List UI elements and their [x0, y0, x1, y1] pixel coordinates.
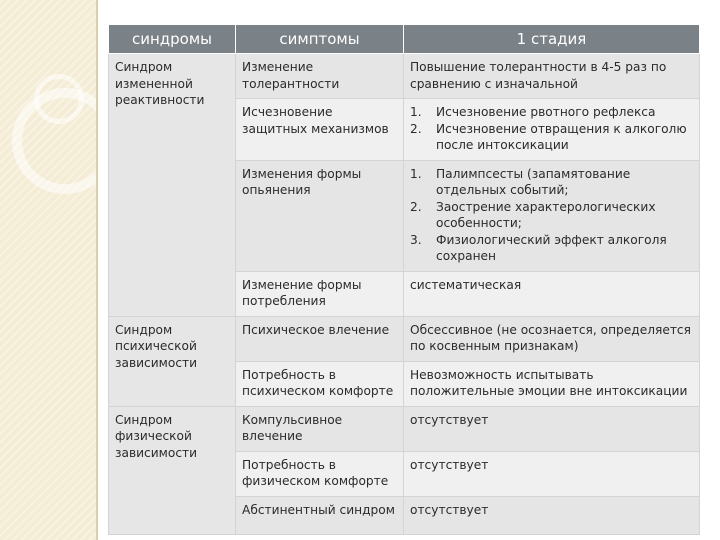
symptom-cell: Компульсивное влечение — [236, 406, 404, 451]
header-syndromes: синдромы — [109, 25, 236, 54]
decorative-side-band — [0, 0, 96, 540]
table-header-row — [109, 25, 700, 54]
stage-cell: Повышение толерантности в 4-5 раз по сравнению с изначальной — [404, 54, 700, 99]
list-item — [410, 232, 693, 265]
header-symptoms: симптомы — [236, 25, 404, 54]
stage-cell: отсутствует — [404, 496, 700, 534]
symptom-cell: Изменение формы потребления — [236, 271, 404, 316]
symptom-cell: Потребность в физическом комфорте — [236, 451, 404, 496]
list-text: Заострение характерологических особенности; — [436, 199, 656, 230]
stage-list — [410, 104, 693, 154]
stage-cell: Невозможность испытывать положительные эмоции вне интоксикации — [404, 361, 700, 406]
list-item — [410, 166, 693, 199]
list-item — [410, 104, 693, 121]
stage-cell — [404, 160, 700, 271]
stage-cell: отсутствует — [404, 451, 700, 496]
stage-cell: Обсессивное (не осознается, определяется по косвенным признакам) — [404, 316, 700, 361]
syndrome-altered-reactivity: Синдром измененной реактивности — [109, 54, 236, 317]
table-row — [109, 406, 700, 451]
list-item — [410, 199, 693, 232]
list-number: 2. — [410, 121, 422, 136]
symptom-cell: Изменения формы опьянения — [236, 160, 404, 271]
decorative-ring-small — [34, 74, 84, 124]
list-text: Палимпсесты (запамятование отдельных событий; — [436, 166, 631, 197]
list-item — [410, 121, 693, 154]
symptom-cell: Психическое влечение — [236, 316, 404, 361]
syndrome-psychic-dependence: Синдром психической зависимости — [109, 316, 236, 406]
side-band-edge — [96, 0, 98, 540]
symptom-cell: Потребность в психическом комфорте — [236, 361, 404, 406]
symptoms-table — [108, 24, 700, 535]
symptom-cell: Исчезновение защитных механизмов — [236, 99, 404, 161]
list-number: 1. — [410, 105, 422, 119]
stage-cell — [404, 99, 700, 161]
list-number: 3. — [410, 232, 422, 247]
list-text: Исчезновение отвращения к алкоголю после интоксикации — [436, 121, 687, 152]
symptom-cell: Абстинентный синдром — [236, 496, 404, 534]
stage-list — [410, 166, 693, 265]
list-number: 2. — [410, 199, 422, 214]
list-number: 1. — [410, 166, 422, 181]
header-stage-1: 1 стадия — [404, 25, 700, 54]
symptom-cell: Изменение толерантности — [236, 54, 404, 99]
syndrome-physical-dependence: Синдром физической зависимости — [109, 406, 236, 534]
list-text: Исчезновение рвотного рефлекса — [436, 105, 656, 119]
table-row — [109, 54, 700, 99]
list-text: Физиологический эффект алкоголя сохранен — [436, 232, 667, 263]
stage-cell: отсутствует — [404, 406, 700, 451]
table-row — [109, 316, 700, 361]
stage-cell: систематическая — [404, 271, 700, 316]
